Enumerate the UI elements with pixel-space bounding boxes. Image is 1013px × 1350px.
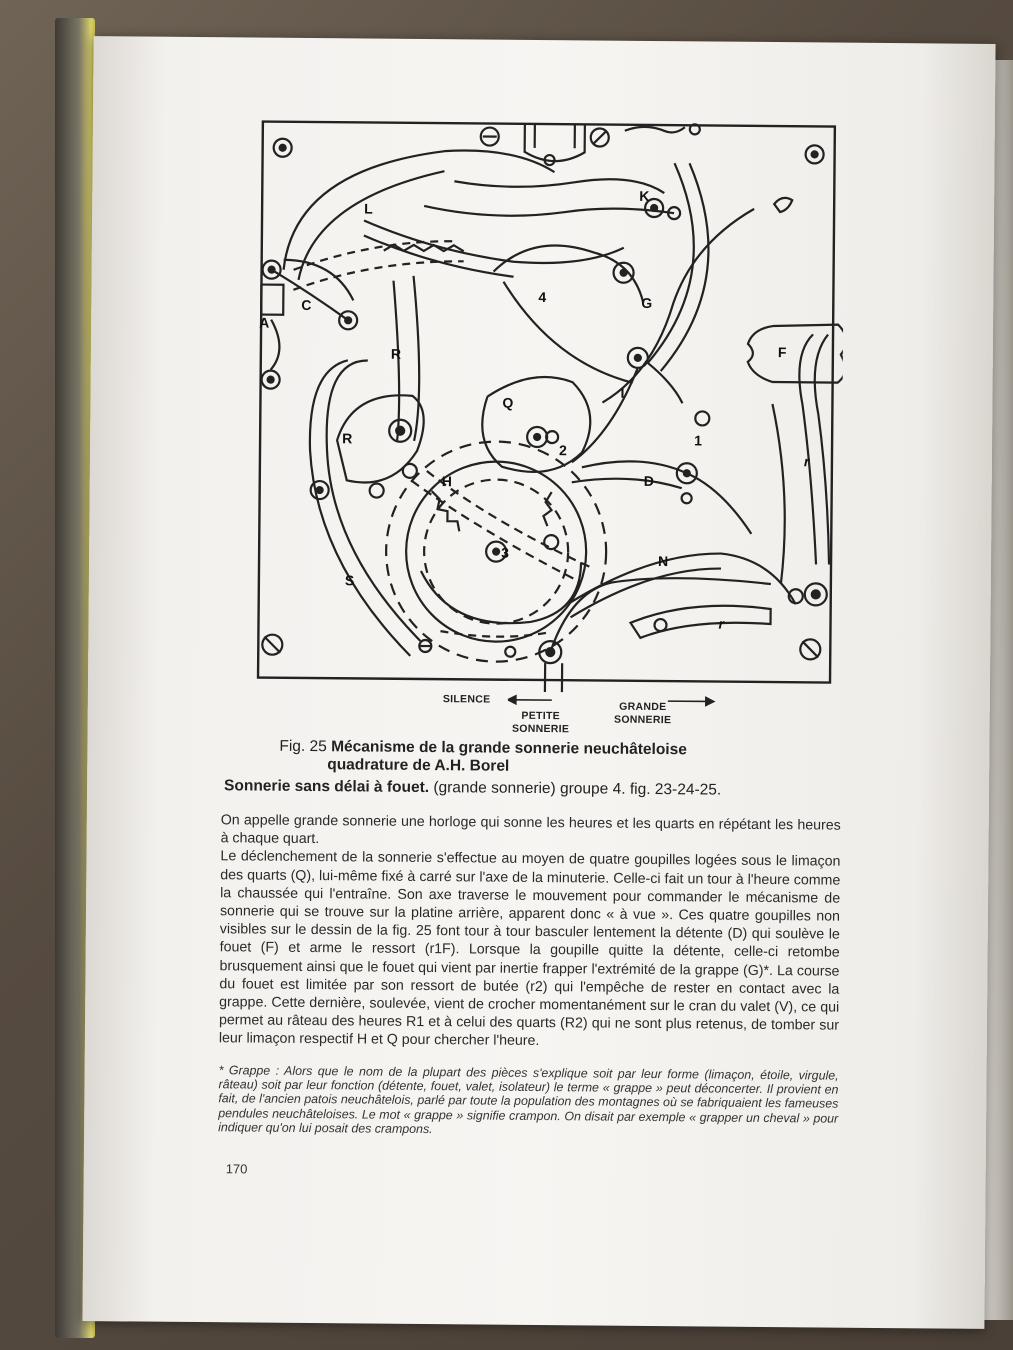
direction-silence: SILENCE	[442, 693, 491, 706]
body-text	[219, 811, 841, 1053]
label-a1: A	[259, 314, 270, 331]
label-r2f: r	[718, 615, 725, 632]
label-l: L	[364, 200, 373, 217]
label-3: 3	[501, 544, 509, 561]
book-page	[82, 36, 995, 1329]
label-r1f: r	[803, 453, 810, 470]
figure-number: Fig. 25	[279, 737, 327, 756]
direction-petite-sonnerie: PETITE SONNERIE	[511, 709, 570, 736]
label-c: C	[301, 296, 312, 313]
label-f: F	[777, 344, 787, 361]
direction-grande-sonnerie: GRANDE SONNERIE	[614, 700, 672, 727]
label-k: K	[639, 187, 650, 204]
mechanism-figure	[250, 109, 845, 694]
label-s: S	[344, 572, 355, 589]
label-2: 2	[558, 442, 567, 459]
label-q: Q	[502, 394, 514, 411]
figure-title-line1: Mécanisme de la grande sonnerie neuchâteloise	[331, 738, 687, 759]
label-1: 1	[694, 432, 702, 449]
label-d: D	[643, 472, 654, 489]
section-title: Sonnerie sans délai à fouet.	[224, 777, 430, 797]
page-number: 170	[225, 1161, 248, 1177]
figure-title-line2: quadrature de A.H. Borel	[327, 756, 510, 775]
label-r1: R	[342, 430, 353, 447]
label-4: 4	[538, 288, 547, 306]
footnote: * Grappe : Alors que le nom de la plupart des pièces s'explique soit par leur forme (limaçon, étoile, virgule, râteau) soit par leur fonction (détente, fouet, valet, isolateur) le terme « grappe » peut déconcerter. Il provient en fait, de l'ancien patois neuchâtelois, parlé par toute la population des montagnes où se fabriquaient les fameuses pendules neuchâteloises. Le mot « grappe » signifie crampon. On disait par exemple « grapper un cheval » pour indiquer qu'on lui posait des crampons.	[218, 1063, 839, 1136]
label-i: I	[620, 384, 625, 401]
label-h: H	[441, 473, 452, 490]
mechanism-drawing	[250, 109, 845, 694]
figure-caption	[279, 738, 839, 779]
label-n: N	[657, 553, 669, 570]
paragraph-2: Le déclenchement de la sonnerie s'effectue au moyen de quatre goupilles logées sous le limaçon des quarts (Q), lui-même fixé à carré sur l'axe de la minuterie. Celle-ci fait un tour à l'heure comme la chaussée qui l'entraîne. Son axe traverse le mouvement pour commander le mécanisme de sonnerie qui se trouve sur la platine arrière, apparent donc « à vue ». Ces quatre goupilles non visibles sur le dessin de la fig. 25 font tour à tour basculer lentement la détente (D) qui soulève le fouet (F) et arme le ressort (r1F). Lorsque la goupille quitte la détente, celle-ci retombe brusquement ainsi que le fouet qui vient par inertie frapper l'extrémité de la grappe (G)*. La course du fouet est limitée par son ressort de butée (r2) qui l'empêche de rester en contact avec la grappe. Cette dernière, soulevée, vient de crocher momentanément sur le cran du valet (V), ce qui permet au râteau des heures R1 et à celui des quarts (R2) qui ne sont plus retenus, de tomber sur leur limaçon respectif H et Q pour chercher l'heure.	[218, 848, 841, 1050]
label-r2: R	[390, 345, 402, 362]
label-g: G	[641, 294, 653, 311]
section-subtitle: (grande sonnerie) groupe 4. fig. 23-24-25.	[433, 779, 722, 799]
paragraph-1: On appelle grande sonnerie une horloge qui sonne les heures et les quarts en répétant les heures à chaque quart.	[220, 812, 841, 848]
section-heading	[224, 777, 844, 800]
